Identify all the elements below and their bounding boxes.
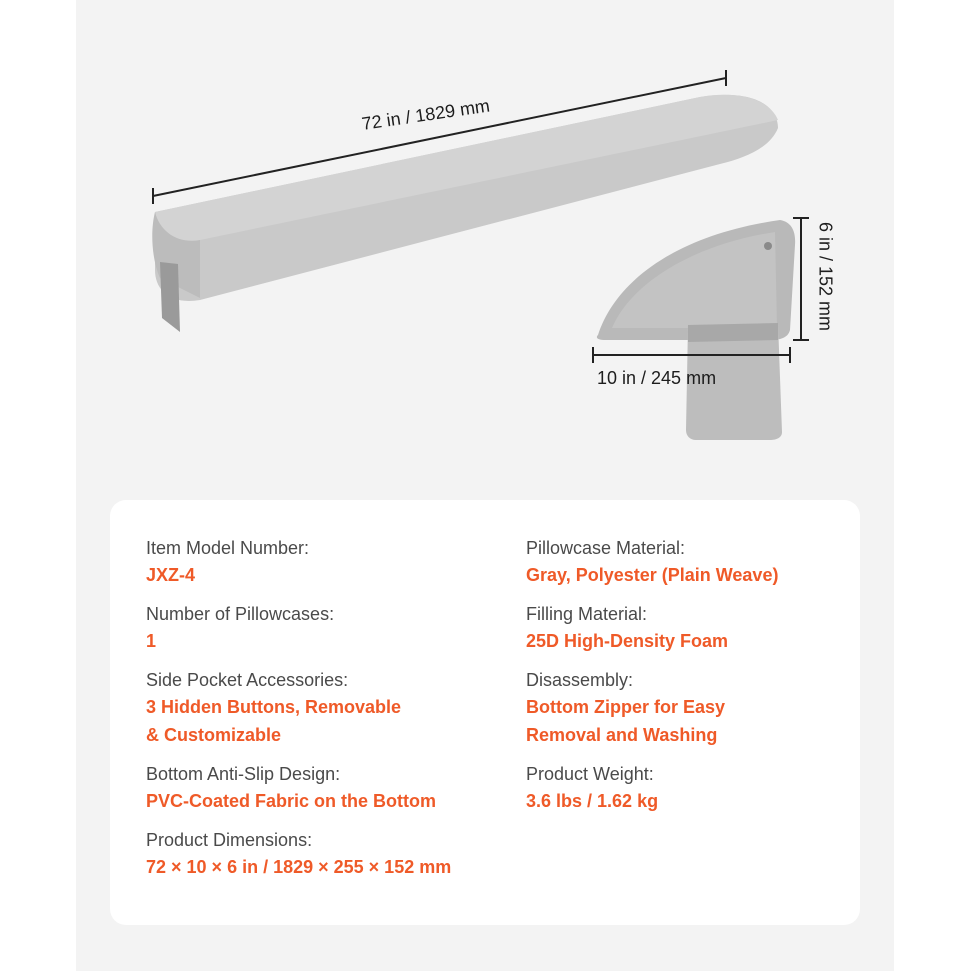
spec-value: PVC-Coated Fabric on the Bottom [146, 791, 437, 811]
spec-label: Pillowcase Material: [526, 538, 686, 558]
specs-right-column [526, 536, 846, 828]
spec-disassembly [526, 668, 846, 749]
spec-label: Product Dimensions: [146, 830, 313, 850]
length-label: 72 in / 1829 mm [360, 95, 492, 134]
spec-label: Filling Material: [526, 604, 648, 624]
spec-filling-material [526, 602, 846, 655]
side-profile-wedge [597, 220, 795, 440]
height-label: 6 in / 152 mm [815, 221, 836, 332]
depth-label: 10 in / 245 mm [597, 368, 717, 388]
spec-value: JXZ-4 [146, 565, 196, 585]
height-dimension-line [793, 218, 809, 340]
spec-value: 3.6 lbs / 1.62 kg [526, 791, 659, 811]
spec-model-number [146, 536, 516, 589]
spec-value: 25D High-Density Foam [526, 631, 729, 651]
spec-value: 72 × 10 × 6 in / 1829 × 255 × 152 mm [146, 857, 452, 877]
specifications-card [110, 500, 860, 925]
spec-side-pocket [146, 668, 516, 749]
spec-value: 1 [146, 631, 157, 651]
button-icon [764, 242, 772, 250]
spec-label: Bottom Anti-Slip Design: [146, 764, 341, 784]
spec-label: Product Weight: [526, 764, 654, 784]
spec-value: 3 Hidden Buttons, Removable & Customizable [146, 697, 402, 745]
spec-value: Gray, Polyester (Plain Weave) [526, 565, 779, 585]
spec-label: Number of Pillowcases: [146, 604, 335, 624]
spec-label: Disassembly: [526, 670, 634, 690]
spec-dimensions [146, 828, 516, 881]
product-illustration [0, 0, 970, 480]
spec-pillowcase-material [526, 536, 846, 589]
spec-weight [526, 762, 846, 815]
spec-pillowcases [146, 602, 516, 655]
spec-anti-slip [146, 762, 516, 815]
spec-value: Bottom Zipper for Easy Removal and Washing [526, 697, 726, 745]
specs-left-column [146, 536, 516, 894]
spec-label: Item Model Number: [146, 538, 310, 558]
spec-label: Side Pocket Accessories: [146, 670, 349, 690]
